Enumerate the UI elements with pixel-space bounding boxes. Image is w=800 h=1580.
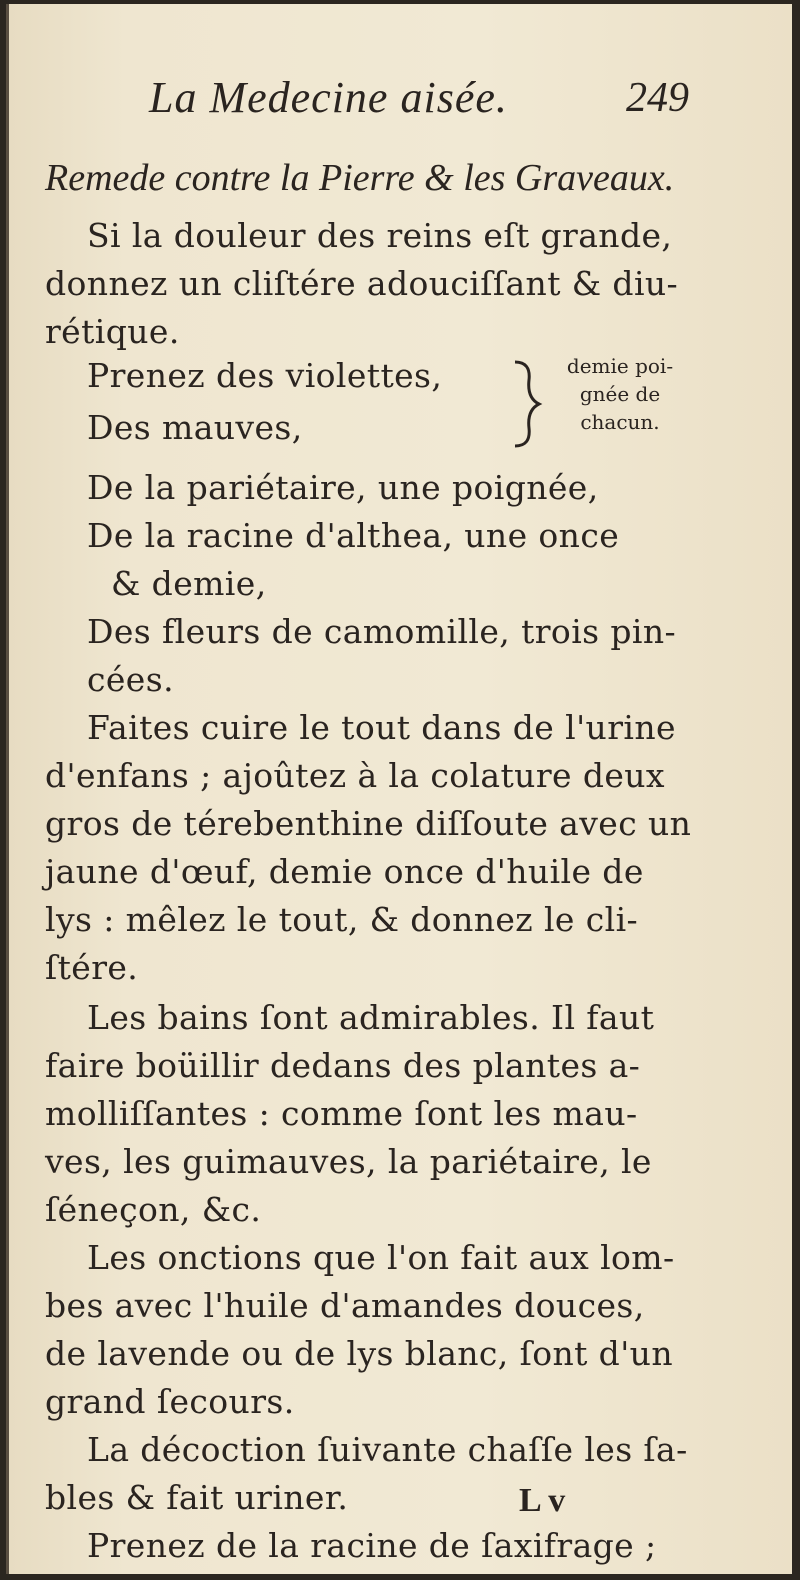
paragraph-line: gros de térebenthine diſſoute avec un xyxy=(45,804,692,843)
intro-line: rétique. xyxy=(45,312,180,351)
paragraph-line: ſéneçon, &c. xyxy=(45,1190,262,1229)
recipe-line: cées. xyxy=(87,660,174,699)
paragraph-line: Faites cuire le tout dans de l'urine xyxy=(87,708,676,747)
paragraph-line: Les onctions que l'on fait aux lom- xyxy=(87,1238,675,1277)
paragraph-line: de lavende ou de lys blanc, ſont d'un xyxy=(45,1334,673,1373)
paragraph-onctions xyxy=(45,1234,775,1426)
paragraph-line: La décoction ſuivante chaſſe les ſa- xyxy=(87,1430,688,1469)
brace-note xyxy=(545,352,695,436)
book-page xyxy=(6,4,792,1574)
brace-group xyxy=(87,352,787,462)
recipe-line: De la racine d'althea, une once xyxy=(87,516,620,555)
paragraph-line: jaune d'œuf, demie once d'huile de xyxy=(45,852,644,891)
intro-line: donnez un cliſtére adouciſſant & diu- xyxy=(45,264,679,303)
brace-note-line: demie poi- xyxy=(566,354,674,378)
recipe-list xyxy=(87,464,787,704)
paragraph-line: grand ſecours. xyxy=(45,1382,295,1421)
paragraph-line: ves, les guimauves, la pariétaire, le xyxy=(45,1142,652,1181)
page-number: 249 xyxy=(626,75,689,121)
paragraph-decoction xyxy=(45,1426,775,1570)
paragraph-line: lys : mêlez le tout, & donnez le cli- xyxy=(45,900,639,939)
curly-brace-icon xyxy=(505,358,545,450)
paragraph-cuire xyxy=(45,704,775,992)
recipe-line: & demie, xyxy=(111,564,267,603)
paragraph-line: Les bains ſont admirables. Il faut xyxy=(87,998,655,1037)
paragraph-line: faire boüillir dedans des plantes a- xyxy=(45,1046,641,1085)
paragraph-line: bles & fait uriner. xyxy=(45,1478,349,1517)
page-header xyxy=(149,72,689,132)
signature-mark: L v xyxy=(519,1482,566,1519)
paragraph-line: d'enfans ; ajoûtez à la colature deux xyxy=(45,756,665,795)
paragraph-line: molliſſantes : comme ſont les mau- xyxy=(45,1094,638,1133)
paragraph-line: Prenez de la racine de ſaxifrage ; xyxy=(87,1526,657,1565)
brace-item: Prenez des violettes, xyxy=(87,356,443,395)
intro-line: Si la douleur des reins eſt grande, xyxy=(87,216,673,255)
brace-note-line: gnée de xyxy=(579,382,661,406)
running-title: La Medecine aisée. xyxy=(149,73,508,122)
brace-note-line: chacun. xyxy=(580,410,660,434)
paragraph-bains xyxy=(45,994,775,1234)
paragraph-line: ſtére. xyxy=(45,948,139,987)
section-title: Remede contre la Pierre & les Graveaux. xyxy=(45,157,675,199)
recipe-line: De la pariétaire, une poignée, xyxy=(87,468,599,507)
brace-item: Des mauves, xyxy=(87,408,303,447)
paragraph-line: bes avec l'huile d'amandes douces, xyxy=(45,1286,645,1325)
intro-paragraph xyxy=(45,212,775,356)
recipe-line: Des fleurs de camomille, trois pin- xyxy=(87,612,677,651)
